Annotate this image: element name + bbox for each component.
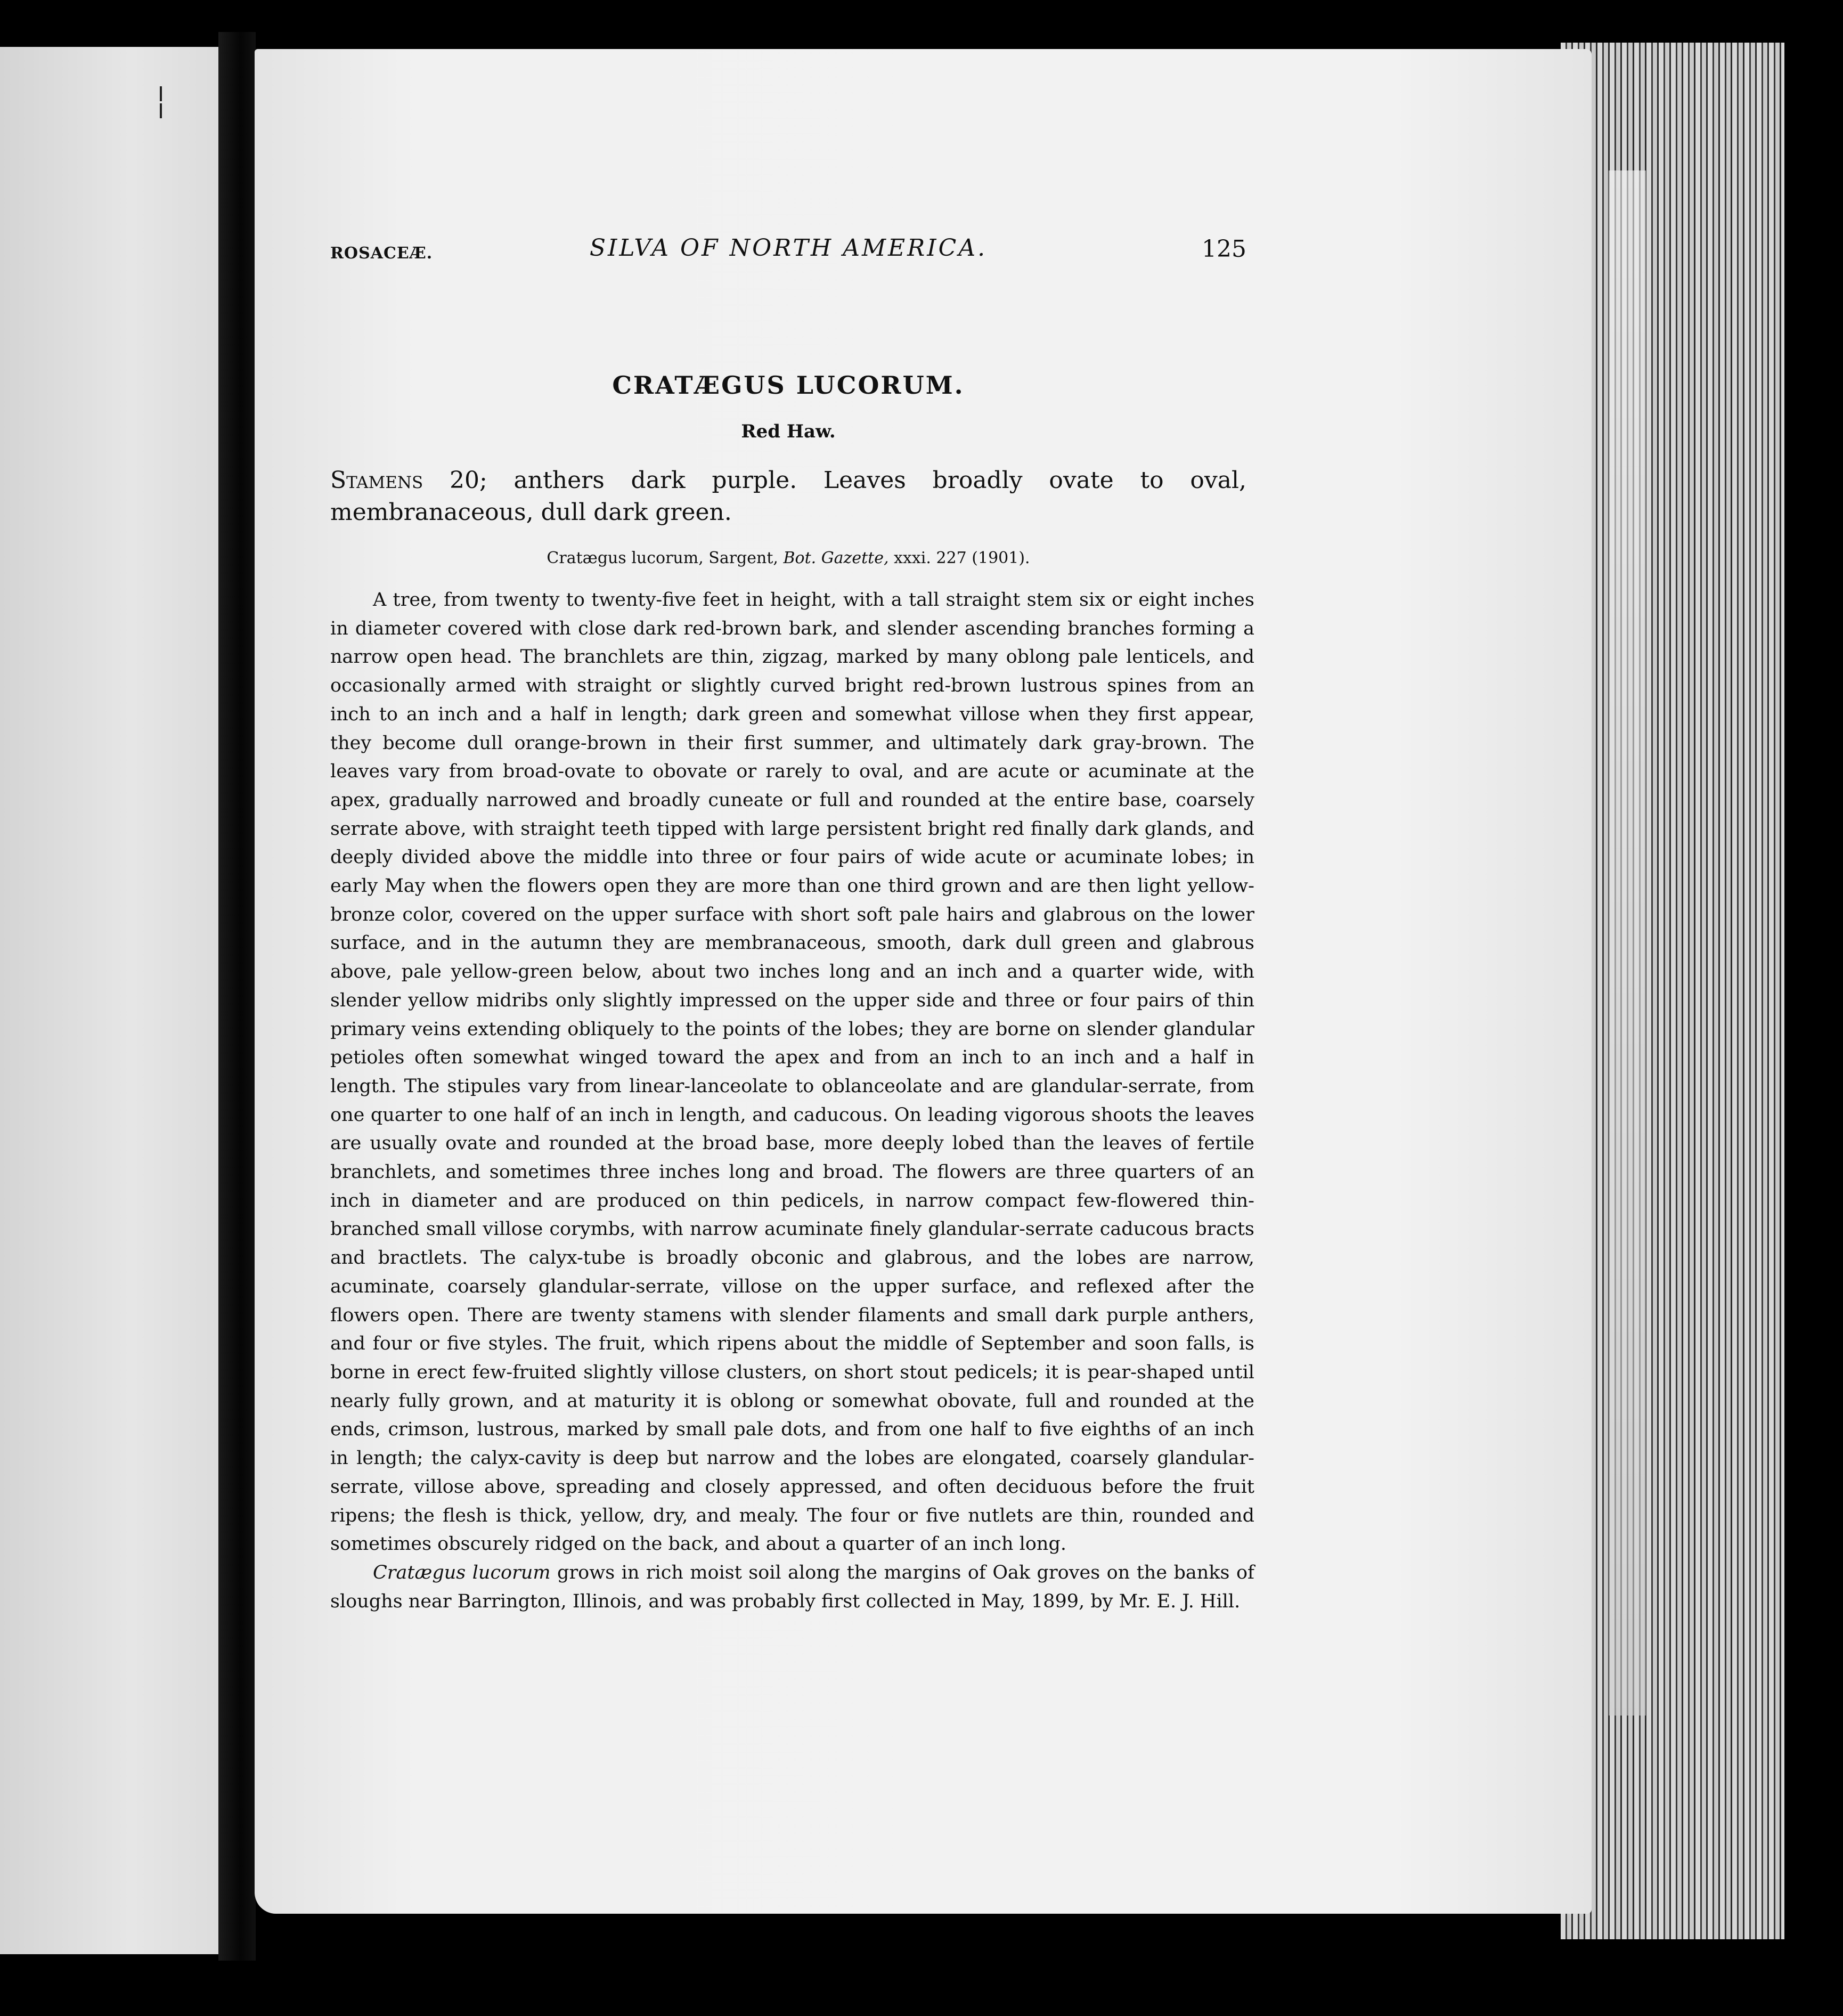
page-number: 125: [1202, 235, 1246, 263]
species-name-italic: Cratægus lucorum: [373, 1562, 551, 1583]
book-gutter: [218, 32, 256, 1961]
description-paragraph-2-text: grows in rich moist soil along the margins of Oak groves on the banks of sloughs near Barrington, Illinois, and was probably first collected in May, 1899, by Mr. E. J. Hill.: [330, 1562, 1254, 1612]
running-head: [330, 234, 1246, 266]
facing-page: [0, 47, 218, 1954]
facing-page-marks: [160, 86, 176, 102]
citation-post: xxxi. 227 (1901).: [888, 549, 1030, 567]
description: [330, 586, 1254, 1616]
species-title: CRATÆGUS LUCORUM.: [612, 371, 965, 400]
diagnosis-text: 20; anthers dark purple. Leaves broadly ovate to oval, membranaceous, dull dark green.: [330, 467, 1246, 526]
citation-source: Bot. Gazette,: [783, 549, 889, 567]
diagnosis-lead: Stamens: [330, 467, 423, 494]
running-head-section: ROSACEÆ.: [330, 244, 433, 263]
description-paragraph-2: [330, 1559, 1254, 1616]
page-edges: [1561, 43, 1784, 1939]
citation-pre: Cratægus lucorum, Sargent,: [547, 549, 784, 567]
common-name: Red Haw.: [741, 421, 836, 442]
description-paragraph-1: A tree, from twenty to twenty-five feet in height, with a tall straight stem six or eight inches in diameter covered with close dark red-brown bark, and slender ascending branches forming a narrow open head. The branchlets are thin, zigzag, marked by many oblong pale lenticels, and occasionally armed with straight or slightly curved bright red-brown lustrous spines from an inch to an inch and a half in length; dark green and somewhat villose when they first appear, they become dull orange-brown in their first summer, and ultimately dark gray-brown. The leaves vary from broad-ovate to obovate or rarely to oval, and are acute or acuminate at the apex, gradually narrowed and broadly cuneate or full and rounded at the entire base, coarsely serrate above, with straight teeth tipped with large persistent bright red finally dark glands, and deeply divided above the middle into three or four pairs of wide acute or acuminate lobes; in early May when the flowers open they are more than one third grown and are then light yellow-bronze color, covered on the upper surface with short soft pale hairs and glabrous on the lower surface, and in the autumn they are membranaceous, smooth, dark dull green and glabrous above, pale yellow-green below, about two inches long and an inch and a quarter wide, with slender yellow midribs only slightly impressed on the upper side and three or four pairs of thin primary veins extending obliquely to the points of the lobes; they are borne on slender glandular petioles often somewhat winged toward the apex and from an inch to an inch and a half in length. The stipules vary from linear-lanceolate to oblanceolate and are glandular-serrate, from one quarter to one half of an inch in length, and caducous. On leading vigorous shoots the leaves are usually ovate and rounded at the broad base, more deeply lobed than the leaves of fertile branchlets, and sometimes three inches long and broad. The flowers are three quarters of an inch in diameter and are produced on thin pedicels, in narrow compact few-flowered thin-branched small villose corymbs, with narrow acuminate finely glandular-serrate caducous bracts and bractlets. The calyx-tube is broadly obconic and glabrous, and the lobes are narrow, acuminate, coarsely glandular-serrate, villose on the upper surface, and reflexed after the flowers open. There are twenty stamens with slender filaments and small dark purple anthers, and four or five styles. The fruit, which ripens about the middle of September and soon falls, is borne in erect few-fruited slightly villose clusters, on short stout pedicels; it is pear-shaped until nearly fully grown, and at maturity it is oblong or somewhat obovate, full and rounded at the ends, crimson, lustrous, marked by small pale dots, and from one half to five eighths of an inch in length; the calyx-cavity is deep but narrow and the lobes are elongated, coarsely glandular-serrate, villose above, spreading and closely appressed, and often deciduous before the fruit ripens; the flesh is thick, yellow, dry, and mealy. The four or five nutlets are thin, rounded and sometimes obscurely ridged on the back, and about a quarter of an inch long.: [330, 589, 1254, 1555]
running-head-title: SILVA OF NORTH AMERICA.: [589, 234, 988, 262]
citation: [330, 549, 1246, 567]
diagnosis: [330, 465, 1246, 529]
page-edge-highlight: [1609, 170, 1646, 1716]
